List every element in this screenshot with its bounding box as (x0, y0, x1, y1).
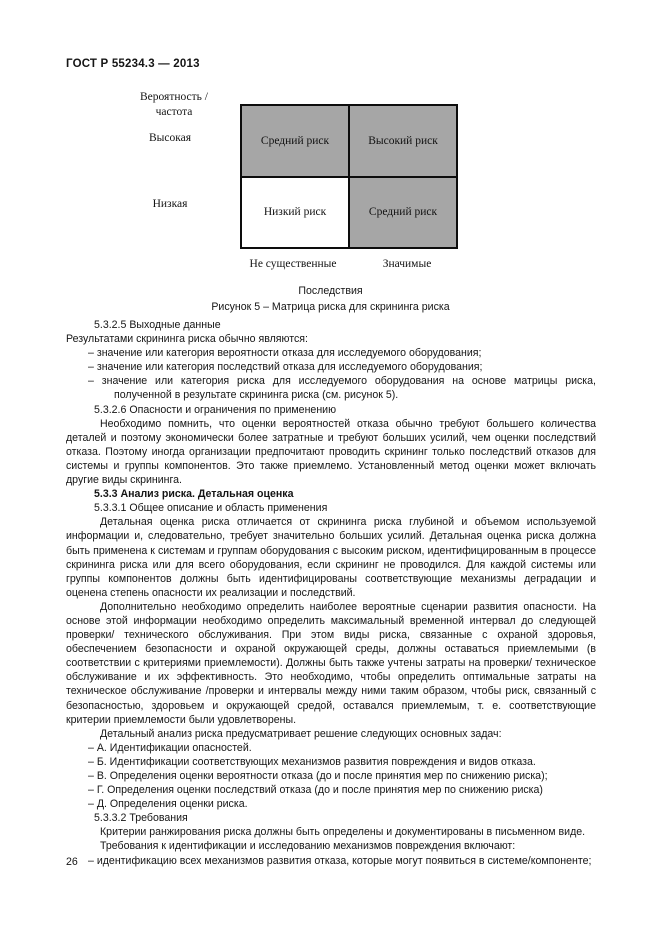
paragraph-detailed-assessment-2: Дополнительно необходимо определить наиболее вероятные сценарии развития опасности. На основе этой информации необходимо определить максимальный временной интервал до следующей проверки/ технического обслуживания. При этом виды риска, связанные с охраной здоровья, обеспечением безопасности и охраной окружающей среды, должны оставаться приемлемыми (в соответствии с критериями приемлемости). Должны быть также учтены затраты на проверки/ техническое обслуживание и их эффективность. Это необходимо, чтобы определить оптимальные затраты на техническое обслуживание /проверки и интервалы между ними таким образом, чтобы риск, связанный с безопасностью, здоровьем и окружающей средой, оставался приемлемым, т. е. соответствующие критерии приемлемости были удовлетворены. (66, 600, 596, 726)
heading-5-3-3-1: 5.3.3.1 Общее описание и область применения (94, 502, 328, 515)
risk-matrix-grid (240, 104, 458, 249)
paragraph-hazards-limitations: Необходимо помнить, что оценки вероятностей отказа обычно требуют большего количества деталей и поэтому экономически более затратные и требуют больших усилий, чем оценки последствий отказа. Поэтому иногда организации предпочитают проводить скрининг только последствий отказов для системы и группы компонентов. Это также приемлемо. Установленный метод оценки может включать другие виды скрининга. (66, 417, 596, 487)
list-item: – значение или категория риска для исследуемого оборудования на основе матрицы риска, полученной в результате скрининга риска (см. рисунок 5). (88, 375, 596, 402)
list-item: – Д. Определения оценки риска. (88, 798, 248, 811)
list-item: – В. Определения оценки вероятности отказа (до и после принятия мер по снижению риска); (88, 770, 548, 782)
list-item: – идентификацию всех механизмов развития отказа, которые могут появиться в системе/компоненте; (88, 854, 592, 867)
paragraph-requirements-intro: Требования к идентификации и исследованию механизмов повреждения включают: (100, 840, 516, 853)
matrix-row-low (241, 177, 457, 249)
matrix-y-axis-title-line1: Вероятность / (139, 91, 208, 103)
matrix-y-tick-low: Низкая (152, 198, 188, 210)
matrix-x-tick-major: Значимые (382, 258, 432, 270)
matrix-y-axis-title-line2: частота (155, 106, 193, 118)
paragraph-ranking-criteria: Критерии ранжирования риска должны быть определены и документированы в письменном виде. (100, 826, 586, 839)
heading-5-3-3-2: 5.3.3.2 Требования (94, 812, 188, 825)
list-item: – значение или категория последствий отказа для исследуемого оборудования; (88, 361, 483, 374)
matrix-row-high (241, 105, 457, 177)
matrix-x-axis-title: Последствия (298, 285, 363, 297)
list-item: – значение или категория вероятности отказа для исследуемого оборудования; (88, 347, 482, 360)
paragraph-results-intro: Результатами скрининга риска обычно являются: (66, 333, 308, 346)
figure-caption: Рисунок 5 – Матрица риска для скрининга риска (211, 301, 450, 313)
paragraph-detailed-assessment-1: Детальная оценка риска отличается от скрининга риска глубиной и объемом используемой информации и, следовательно, требует значительно больших усилий. Детальная оценка риска должна быть применена к системам и группам оборудования с высоким риском, идентифицированным в процессе скрининга риска или для всего оборудования, если скрининг не проводился. Для каждой системы или группы компонентов должны быть идентифицированы соответствующие механизмы деградации и оценена степень опасности их реализации и последствий. (66, 516, 596, 599)
body-text-column (66, 318, 596, 868)
heading-5-3-2-6: 5.3.2.6 Опасности и ограничения по применению (94, 403, 337, 416)
matrix-x-tick-minor: Не существенные (249, 258, 337, 270)
heading-5-3-2-5: 5.3.2.5 Выходные данные (94, 319, 221, 331)
matrix-cell-low-minor: Низкий риск (241, 177, 349, 249)
matrix-y-axis-title (118, 90, 230, 120)
document-header-standard-number: ГОСТ Р 55234.3 — 2013 (66, 58, 200, 70)
matrix-y-tick-high: Высокая (148, 132, 192, 144)
list-item: – Г. Определения оценки последствий отказа (до и после принятия мер по снижению риска) (88, 784, 543, 797)
paragraph-tasks-intro: Детальный анализ риска предусматривает решение следующих основных задач: (100, 727, 502, 740)
list-item: – А. Идентификации опасностей. (88, 741, 252, 754)
figure-risk-matrix (0, 86, 661, 313)
page-number: 26 (66, 856, 78, 868)
heading-5-3-3: 5.3.3 Анализ риска. Детальная оценка (94, 488, 294, 501)
matrix-cell-high-minor: Средний риск (241, 105, 349, 177)
list-item: – Б. Идентификации соответствующих механизмов развития повреждения и видов отказа. (88, 755, 536, 768)
risk-matrix-table (240, 104, 458, 249)
matrix-cell-high-major: Высокий риск (349, 105, 457, 177)
matrix-cell-low-major: Средний риск (349, 177, 457, 249)
